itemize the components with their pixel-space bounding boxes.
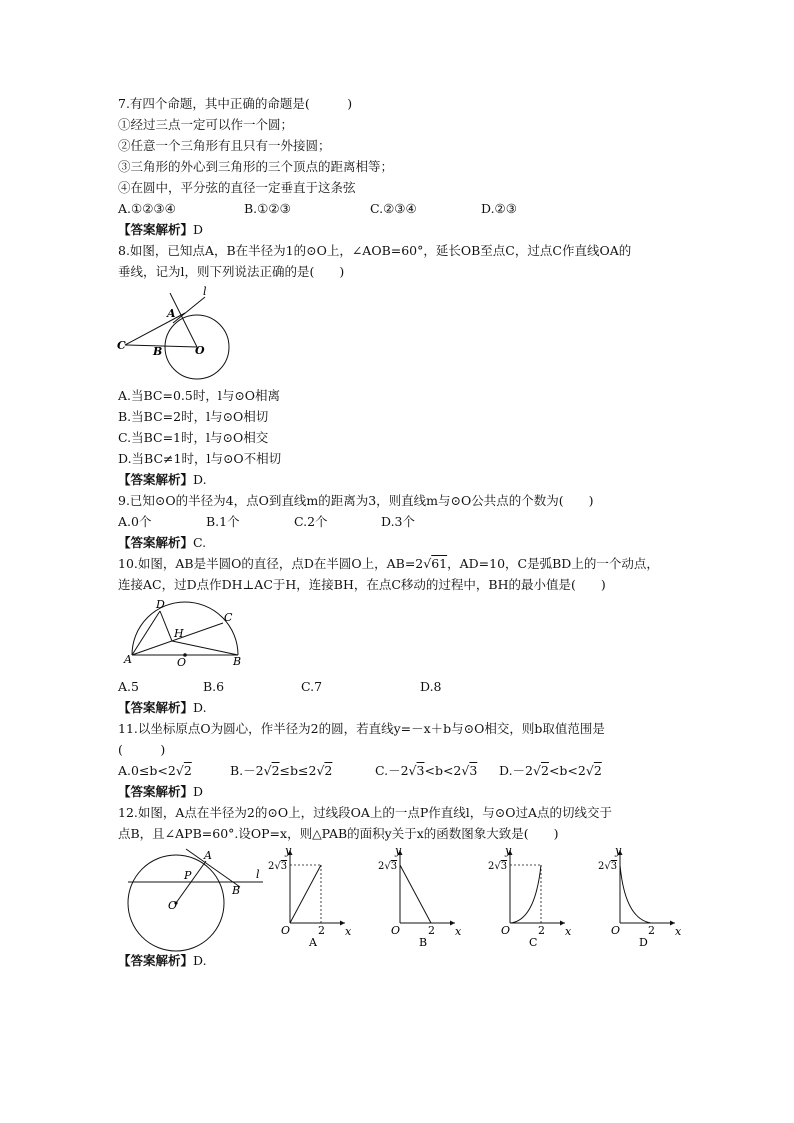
q7-option-b: B.①②③ [244,201,291,216]
graph-b-x-tick: 2 [428,924,435,937]
q12-label-b: B [232,884,241,897]
q11-option-c-radicand: 3 [416,763,425,778]
graph-a-x-tick: 2 [318,924,325,937]
q9-answer [118,534,206,552]
q11-option-a-text: A.0≤b<2 [118,763,176,778]
answer-value: D. [193,700,207,715]
q7-item-3: ③三角形的外心到三角形的三个顶点的距离相等； [118,159,394,174]
q11-option-b [230,762,332,780]
q10-option-b: B.6 [203,679,225,694]
answer-value: D [193,784,204,799]
q11-option-c-text: C.－2 [375,763,409,778]
answer-tag: 【答案解析】 [118,953,194,968]
q10-sqrt-radicand: 61 [431,556,448,571]
q12-answer [118,952,207,970]
q7-item-4: ④在圆中，平分弦的直径一定垂直于这条弦 [118,180,356,195]
graph-a-letter: A [309,936,317,949]
q12-label-o: O [168,899,178,912]
graph-a-origin-label: O [281,924,291,937]
q8-label-c: C [117,339,126,352]
graph-c-x-tick: 2 [538,924,545,937]
graph-b-letter: B [419,936,428,949]
graph-d-x-label: x [675,925,682,938]
q9-option-a: A.0个 [118,514,152,529]
q8-option-a: A.当BC=0.5时，l与⊙O相离 [118,388,281,403]
q7-stem: 7.有四个命题，其中正确的命题是( ) [118,96,353,111]
q8-line-oa [170,293,197,347]
graph-b-y-label: y [395,844,402,857]
q10-line-hb [172,641,238,655]
q11-options [118,762,638,780]
graph-a-curve [290,865,321,923]
answer-tag: 【答案解析】 [118,222,194,237]
answer-tag: 【答案解析】 [118,535,194,550]
q9-option-c: C.2个 [294,514,328,529]
q9-option-d: D.3个 [381,514,416,529]
graph-c-x-label: x [565,925,572,938]
q10-answer [118,699,207,717]
graph-a-y-tick: 2√3 [268,861,288,872]
q8-figure [115,285,235,370]
q8-option-c: C.当BC=1时，l与⊙O相交 [118,430,269,445]
q11-option-a-radicand: 2 [183,763,192,778]
answer-value: C. [193,535,207,550]
sqrt-symbol: √ [263,763,272,778]
q10-option-a: A.5 [118,679,139,694]
q11-option-c [375,762,477,780]
q8-option-b: B.当BC=2时，l与⊙O相切 [118,409,269,424]
q11-option-b-radicand-2: 2 [324,763,333,778]
q10-label-b: B [233,655,242,668]
graph-c-curve [510,865,541,923]
q10-figure [120,597,250,669]
q11-option-d [499,762,602,780]
q10-semicircle [132,602,238,655]
sqrt-symbol: √ [175,763,184,778]
q10-options [118,678,518,696]
graph-b-origin-label: O [391,924,401,937]
graph-c-origin-label: O [501,924,511,937]
q11-answer [118,783,203,801]
q10-option-d: D.8 [420,679,442,694]
q7-option-c: C.②③④ [370,201,417,216]
q7-option-a: A.①②③④ [118,201,176,216]
q10-stem-line-2: 连接AC，过D点作DH⊥AC于H，连接BH，在点C移动的过程中，BH的最小值是( ) [118,577,606,592]
q10-line-dh [160,611,172,641]
q8-label-o: O [195,344,205,357]
graph-b-x-label: x [455,925,462,938]
q11-option-b-text: B.－2 [230,763,264,778]
sqrt-symbol: √ [423,556,432,571]
q11-option-d-text: D.－2 [499,763,534,778]
q10-label-a: A [124,653,132,666]
q8-option-d: D.当BC≠1时，l与⊙O不相切 [118,451,282,466]
q12-graph-c [485,845,570,950]
q12-figure [128,845,268,945]
sqrt-symbol: √ [408,763,417,778]
q10-stem-part-a: 10.如图，AB是半圆O的直径，点D在半圆O上，AB=2 [118,556,424,571]
q8-stem-line-1: 8.如图，已知点A，B在半径为1的⊙O上，∠AOB=60°，延长OB至点C，过点C作直线OA的 [118,243,632,258]
q11-option-d-radicand-2: 2 [593,763,602,778]
graph-a-x-label: x [345,925,352,938]
q8-line-l [173,297,205,323]
q8-label-b: B [153,345,163,358]
q10-label-o: O [177,656,187,669]
q7-option-d: D.②③ [481,201,517,216]
q8-answer [118,471,207,489]
q11-option-d-mid: <b<2 [548,763,586,778]
q11-option-c-radicand-2: 3 [469,763,478,778]
q8-label-a: A [167,307,176,320]
graph-d-curve [620,865,651,923]
q12-graph-a [265,845,350,950]
answer-tag: 【答案解析】 [118,700,194,715]
q8-stem-line-2: 垂线，记为l，则下列说法正确的是( ) [118,264,345,279]
q7-options [118,200,618,218]
q7-item-2: ②任意一个三角形有且只有一外接圆； [118,138,331,153]
q12-graph-d [595,845,680,950]
graph-c-y-tick: 2√3 [488,861,508,872]
graph-d-y-label: y [615,844,622,857]
graph-a-y-label: y [285,844,292,857]
graph-d-letter: D [639,936,648,949]
q8-line-ca [125,313,185,345]
q9-option-b: B.1个 [206,514,240,529]
q12-label-p: P [184,869,192,882]
graph-b-y-tick: 2√3 [378,861,398,872]
q10-label-h: H [174,627,184,640]
sqrt-symbol: √ [533,763,541,778]
q11-option-b-mid: ≤b≤2 [279,763,317,778]
q9-options [118,513,518,531]
graph-c-y-label: y [505,844,512,857]
q9-stem: 9.已知⊙O的半径为4，点O到直线m的距离为3，则直线m与⊙O公共点的个数为( ) [118,493,594,508]
graph-d-x-tick: 2 [648,924,655,937]
q12-stem-line-1: 12.如图，A点在半径为2的⊙O上，过线段OA上的一点P作直线l，与⊙O过A点的切线交于 [118,805,613,820]
graph-b-curve [400,865,431,923]
graph-d-origin-label: O [611,924,621,937]
sqrt-symbol: √ [316,763,325,778]
answer-value: D. [193,472,207,487]
q7-item-1: ①经过三点一定可以作一个圆； [118,117,294,132]
q7-answer [118,221,203,239]
q10-stem-part-b: ，AD=10，C是弧BD上的一个动点， [447,556,659,571]
q11-option-a [118,762,192,780]
q11-option-b-radicand: 2 [271,763,280,778]
answer-value: D. [193,953,207,968]
q11-stem-line-1: 11.以坐标原点O为圆心，作半径为2的圆，若直线y=－x＋b与⊙O相交，则b取值范围是 [118,721,605,736]
answer-value: D [193,222,204,237]
q11-option-c-mid: <b<2 [424,763,462,778]
q10-option-c: C.7 [301,679,323,694]
q12-graph-b [375,845,460,950]
graph-d-y-tick: 2√3 [598,861,618,872]
q11-option-d-radicand: 2 [540,763,549,778]
graph-c-letter: C [529,936,538,949]
q10-stem-line-1 [118,555,659,573]
answer-tag: 【答案解析】 [118,472,194,487]
q12-stem-line-2: 点B，且∠APB=60°.设OP=x，则△PAB的面积y关于x的函数图象大致是( ) [118,826,559,841]
q12-label-l: l [256,868,260,881]
q12-tangent-ab [186,849,240,887]
q10-label-c: C [224,611,233,624]
q11-stem-line-2: ( ) [118,742,166,757]
answer-tag: 【答案解析】 [118,784,194,799]
q12-label-a: A [204,849,212,862]
q8-label-l: l [203,285,207,298]
q10-label-d: D [156,598,165,611]
sqrt-symbol: √ [461,763,470,778]
sqrt-symbol: √ [585,763,594,778]
